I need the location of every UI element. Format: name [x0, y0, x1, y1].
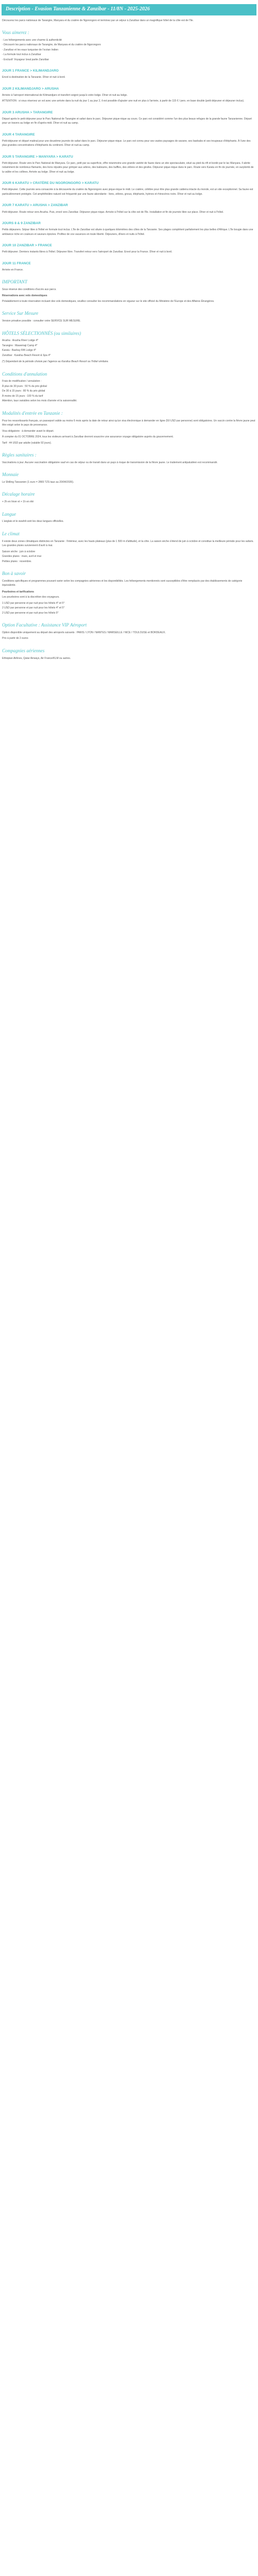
- hotels-note: (*) Dépendant de la période choisie par l'agence au Karafuu Beach Resort ou l'hôtel similaire.: [2, 360, 109, 364]
- airlines-heading: Compagnies aériennes: [2, 648, 45, 653]
- day-body: Petit déjeuner. Route vers le Parc National de Manyara. Ce parc, petit par sa superficie, offre néanmoins une grande variété de faune dans un site spectaculaire, situé au pied du rift et bordé par le lac Manyara. Il abrite notamment de nombreux flamants, des lions réputés pour grimper aux arbres, des babouins, des buffles, des zèbres et des girafes. Déjeuner pique-nique dans le parc. Route vers Karatu en fin de journée, en surplomb de la vallée et les collines. Arrivée au lodge. Dîner et nuit au lodge.: [2, 161, 254, 174]
- day-body: Petits déjeuners. Séjour libre à l'hôtel en formule tout inclus. L'île de Zanzibar est située à quelques kilomètres des côtes de la Tanzanie. Ses plages complètent parfaitement les plus belles d'Afrique. L'île bougie dans une ambiance riche en couleurs et saveurs épicées. Profitez de vos vacances en toute liberté. Déjeuners, dîners et nuits à l'hôtel.: [2, 228, 253, 236]
- language-section: [2, 512, 256, 524]
- highlight-item: - Les hébergements avec une charme & authenticité: [2, 38, 62, 42]
- airlines-text: Ethiopian Airlines, Qatar Airways, Air France/KLM ou autres.: [2, 656, 71, 660]
- hotels-heading: HÔTELS SÉLECTIONNÉS (ou similaires): [2, 330, 81, 336]
- tips-heading: Pourboires et tarifications: [2, 590, 34, 594]
- domestic-flights-heading: Réservations avec vols domestiques: [2, 294, 47, 298]
- hotel-item: Zanzibar : Karafuu Beach Resort & Spa 4*: [2, 353, 51, 357]
- highlights-section: [2, 30, 256, 62]
- day-heading: JOUR 5 TARANGIRE > MANYARA > KARATU: [2, 155, 73, 159]
- day-heading: JOUR 10 ZANZIBAR > FRANCE: [2, 244, 52, 248]
- hotels-list: [2, 338, 256, 358]
- good-to-know-section: [2, 571, 256, 615]
- language-heading: Langue: [2, 511, 16, 517]
- tip-line: 2 USD par personne et par nuit pour les hôtels 4* et 5*: [2, 606, 64, 610]
- climate-line: Saison sèche : juin à octobre: [2, 550, 36, 553]
- health-heading: Règles sanitaires :: [2, 452, 37, 458]
- hotel-item: Arusha : Arusha River Lodge 4*: [2, 339, 39, 343]
- entry-heading: Modalités d'entrée en Tanzanie :: [2, 410, 63, 416]
- insurance-text: À compter du 01 OCTOBRE 2024, tous les visiteurs arrivant à Zanzibar devront souscrire une assurance voyage obligatoire auprès du gouvernement.: [2, 435, 174, 439]
- entry-text: Pour les ressortissants français, un passeport valide au moins 6 mois après la date de retour ainsi qu'un visa électronique à demander en ligne (50 USD par personne) sont obligatoires. Un vaccin contre la fièvre jaune peut être exigé selon le pays de provenance.: [2, 419, 255, 427]
- highlight-item: - Exclusif: Voyageur Izeal partie Zanzibar: [2, 58, 49, 61]
- hotel-item: Tarangire : Mawemaji Camp 4*: [2, 344, 38, 347]
- day-heading: JOUR 3 ARUSHA > TARANGIRE: [2, 110, 53, 114]
- highlight-item: - Découvrir les parcs nationaux de Tarangire, de Manyara et du cratère de Ngorongoro: [2, 43, 101, 47]
- language-text: L'anglais et le swahili sont les deux langues officielles.: [2, 520, 64, 523]
- climate-line: Grandes pluies : mars, avril et mai: [2, 555, 41, 558]
- important-heading: IMPORTANT: [2, 279, 27, 285]
- domestic-flights-text: Préalablement à toute réservation incluant des vols domestiques, veuillez consulter les recommandations en vigueur sur le site officiel du Ministère de l'Europe et des Affaires Étrangères.: [2, 299, 215, 303]
- day-extra: ATTENTION : si vous réservez un vol avec une arrivée dans la nuit du jour 1 au jour 2, il est possible d'ajouter une nuit en plus à l'arrivée, à partir de 115 € / pers. en base double (petit déjeuner et déjeuner inclus).: [2, 99, 245, 103]
- visa-text: Visa obligatoire : à demander avant le départ.: [2, 429, 54, 433]
- conditions-heading: Conditions d'annulation: [2, 371, 47, 377]
- day-heading: JOUR 7 KARATU > ARUSHA > ZANZIBAR: [2, 204, 68, 208]
- highlights-heading: Vous aimerez :: [2, 30, 29, 35]
- health-text: Vaccinations à jour. Aucune vaccination obligatoire sauf en cas de séjour ou de transit dans un pays à risque de transmission de la fièvre jaune. Le traitement antipaludéen est recommandé.: [2, 461, 218, 464]
- highlights-list: [2, 38, 256, 62]
- climate-text: Il existe deux zones climatiques distinctes en Tanzanie : l'intérieur, avec les hauts plateaux (plus de 1 500 m d'altitude), et la côte. La saison sèche s'étend de juin à octobre et constitue la meilleure période pour les safaris. Les grandes pluies surviennent d'avril à mai.: [2, 539, 254, 548]
- climate-section: [2, 531, 256, 564]
- tip-line: 1 USD par personne et par nuit pour les hôtels 4* et 5*: [2, 601, 64, 605]
- day-heading: JOUR 2 KILIMANDJARO > ARUSHA: [2, 87, 59, 91]
- conditions-section: [2, 371, 256, 403]
- climate-list: [2, 550, 256, 564]
- condition-line: Attention, taux variables selon les mois d'année et la saisonnalité.: [2, 399, 77, 403]
- timezone-section: [2, 492, 256, 504]
- important-section: [2, 279, 256, 303]
- important-text: Sous réserve des conditions d'accès aux parcs.: [2, 287, 57, 291]
- service-section: [2, 311, 256, 323]
- service-text: Version privative possible : consulter votre SERVICE SUR MESURE.: [2, 319, 81, 323]
- entry-section: [2, 411, 256, 445]
- day-body: Petit déjeuner. Derniers instants libres à l'hôtel. Déjeuner libre. Transfert retour vers l'aéroport de Zanzibar. Envol pour la France. Dîner et nuit à bord.: [2, 250, 172, 254]
- day-heading: JOUR 1 FRANCE > KILIMANDJARO: [2, 69, 59, 73]
- page-title: Description - Evasion Tanzanienne & Zanzibar - 11/8N - 2025-2026: [2, 4, 256, 15]
- condition-line: À moins de 15 jours : 100 % du tarif: [2, 394, 43, 398]
- day-body: Arrivée en France.: [2, 268, 24, 272]
- day-body: Petit déjeuner. Route retour vers Arusha. Puis, envol vers Zanzibar. Déjeuner pique-nique. Arrivée à l'hôtel sur la côte est de l'île. Installation et fin de journée libre sur place. Dîner et nuit à l'hôtel.: [2, 210, 224, 214]
- health-section: [2, 452, 256, 465]
- condition-line: À plus de 30 jours : 50 % du prix global: [2, 384, 47, 388]
- day-body: Envol à destination de la Tanzanie. Dîner et nuit à bord.: [2, 76, 66, 79]
- vip-option-heading: Option Facultative : Assistance VIP Aéroport: [2, 622, 87, 628]
- vip-option-section: [2, 622, 256, 641]
- page-bottom-space: [2, 662, 256, 683]
- currency-heading: Monnaie: [2, 472, 19, 478]
- good-to-know-heading: Bon à savoir: [2, 571, 26, 577]
- day-heading: JOURS 8 & 9 ZANZIBAR: [2, 222, 41, 226]
- day-heading: JOUR 11 FRANCE: [2, 261, 31, 265]
- tips-list: [2, 601, 256, 616]
- highlight-item: - Zanzibar et les eaux turquoise de l'océan Indien: [2, 48, 59, 52]
- condition-line: De 30 à 15 jours : 80 % du prix global: [2, 389, 45, 393]
- hotel-item: Karatu : Bashay Rift Lodge 4*: [2, 349, 36, 352]
- day-heading: JOUR 6 KARATU > CRATÈRE DU NGORONGORO > KARATU: [2, 181, 99, 185]
- vip-option-price: Prix à partir de 2 euros: [2, 637, 28, 640]
- vip-option-text: Option disponible uniquement au départ des aéroports suivants : PARIS / LYON / NANTES / MARSEILLE / NICE / TOULOUSE et BORDEAUX.: [2, 631, 166, 634]
- currency-section: [2, 472, 256, 484]
- intro-text: Découvrez les parcs nationaux de Tarangire, Manyara et du cratère de Ngorongoro et terminez par un séjour à Zanzibar dans un magnifique hôtel de la côte est de l'île.: [2, 19, 194, 22]
- day-body: Arrivée à l'aéroport international de Kilimandjaro et transfert soigné jusqu'à votre lodge. Dîner et nuit au lodge.: [2, 93, 128, 97]
- insurance-price: Tarif : 44 USD par adulte (valable 92 jours).: [2, 441, 52, 445]
- hotels-section: [2, 331, 256, 364]
- day-heading: JOUR 4 TARANGIRE: [2, 132, 35, 137]
- itinerary-section: [2, 68, 256, 272]
- day-body: Petit déjeuner. Cette journée sera consacrée à la découverte du cratère du Ngorongoro avec pique-nique le midi. Le cratère, célèbre pour être plus grande caldeira intacte du monde, est un site exceptionnel. Sa faune est particulièrement protégée. Cet amphithéâtre naturel est fréquenté par une faune abondante : lions, zèbres, gnous, éléphants, hyènes et rhinocéros noirs. Dîner et nuit au lodge.: [2, 188, 253, 196]
- climate-heading: Le climat: [2, 531, 20, 536]
- page: [0, 0, 258, 683]
- timezone-heading: Décalage horaire: [2, 492, 35, 497]
- service-heading: Service Sur Mesure: [2, 311, 39, 316]
- good-to-know-text: Conditions spécifiques et programmes pouvant varier selon les compagnies aériennes et les disponibilités. Les hébergements mentionnés sont susceptibles d'être remplacés par des établissements de catégorie équivalente.: [2, 579, 243, 587]
- timezone-text: + 2h en hiver et + 1h en été: [2, 500, 34, 504]
- day-body: Départ après le petit déjeuner pour le Parc National de Tarangire et safari dans le parc. Déjeuner pique-nique au cours. Ce parc est considéré comme l'un des plus beaux refuges de la grande faune Tanzanienne. Départ pour un travers au lodge en fin d'après-midi. Dîner et nuit au camp.: [2, 117, 252, 125]
- highlight-item: - La formule tout inclus à Zanzibar: [2, 53, 41, 57]
- description-content: [0, 19, 258, 683]
- tips-text: Les pourboires sont à la discrétion des voyageurs.: [2, 596, 60, 599]
- condition-line: Frais de modification / annulation :: [2, 380, 42, 383]
- climate-line: Petites pluies : novembre.: [2, 560, 32, 563]
- conditions-list: [2, 379, 256, 403]
- currency-text: Le Shilling Tanzanien (1 euro = 2865 TZS taux au 20/04/2026).: [2, 480, 74, 484]
- day-body: Petit-déjeuner et départ matinal pour une deuxième journée de safari dans le parc. Déjeuner pique-nique. Le parc est connu pour ses vastes paysages de savane, ses baobabs et ses troupeaux d'éléphants. À l'une des plus grandes concentrations d'éléphants du continent. Dîner et nuit au camp.: [2, 139, 251, 147]
- tip-line: 2 USD par personne et par nuit pour les hôtels 5*: [2, 611, 59, 615]
- airlines-section: [2, 648, 256, 660]
